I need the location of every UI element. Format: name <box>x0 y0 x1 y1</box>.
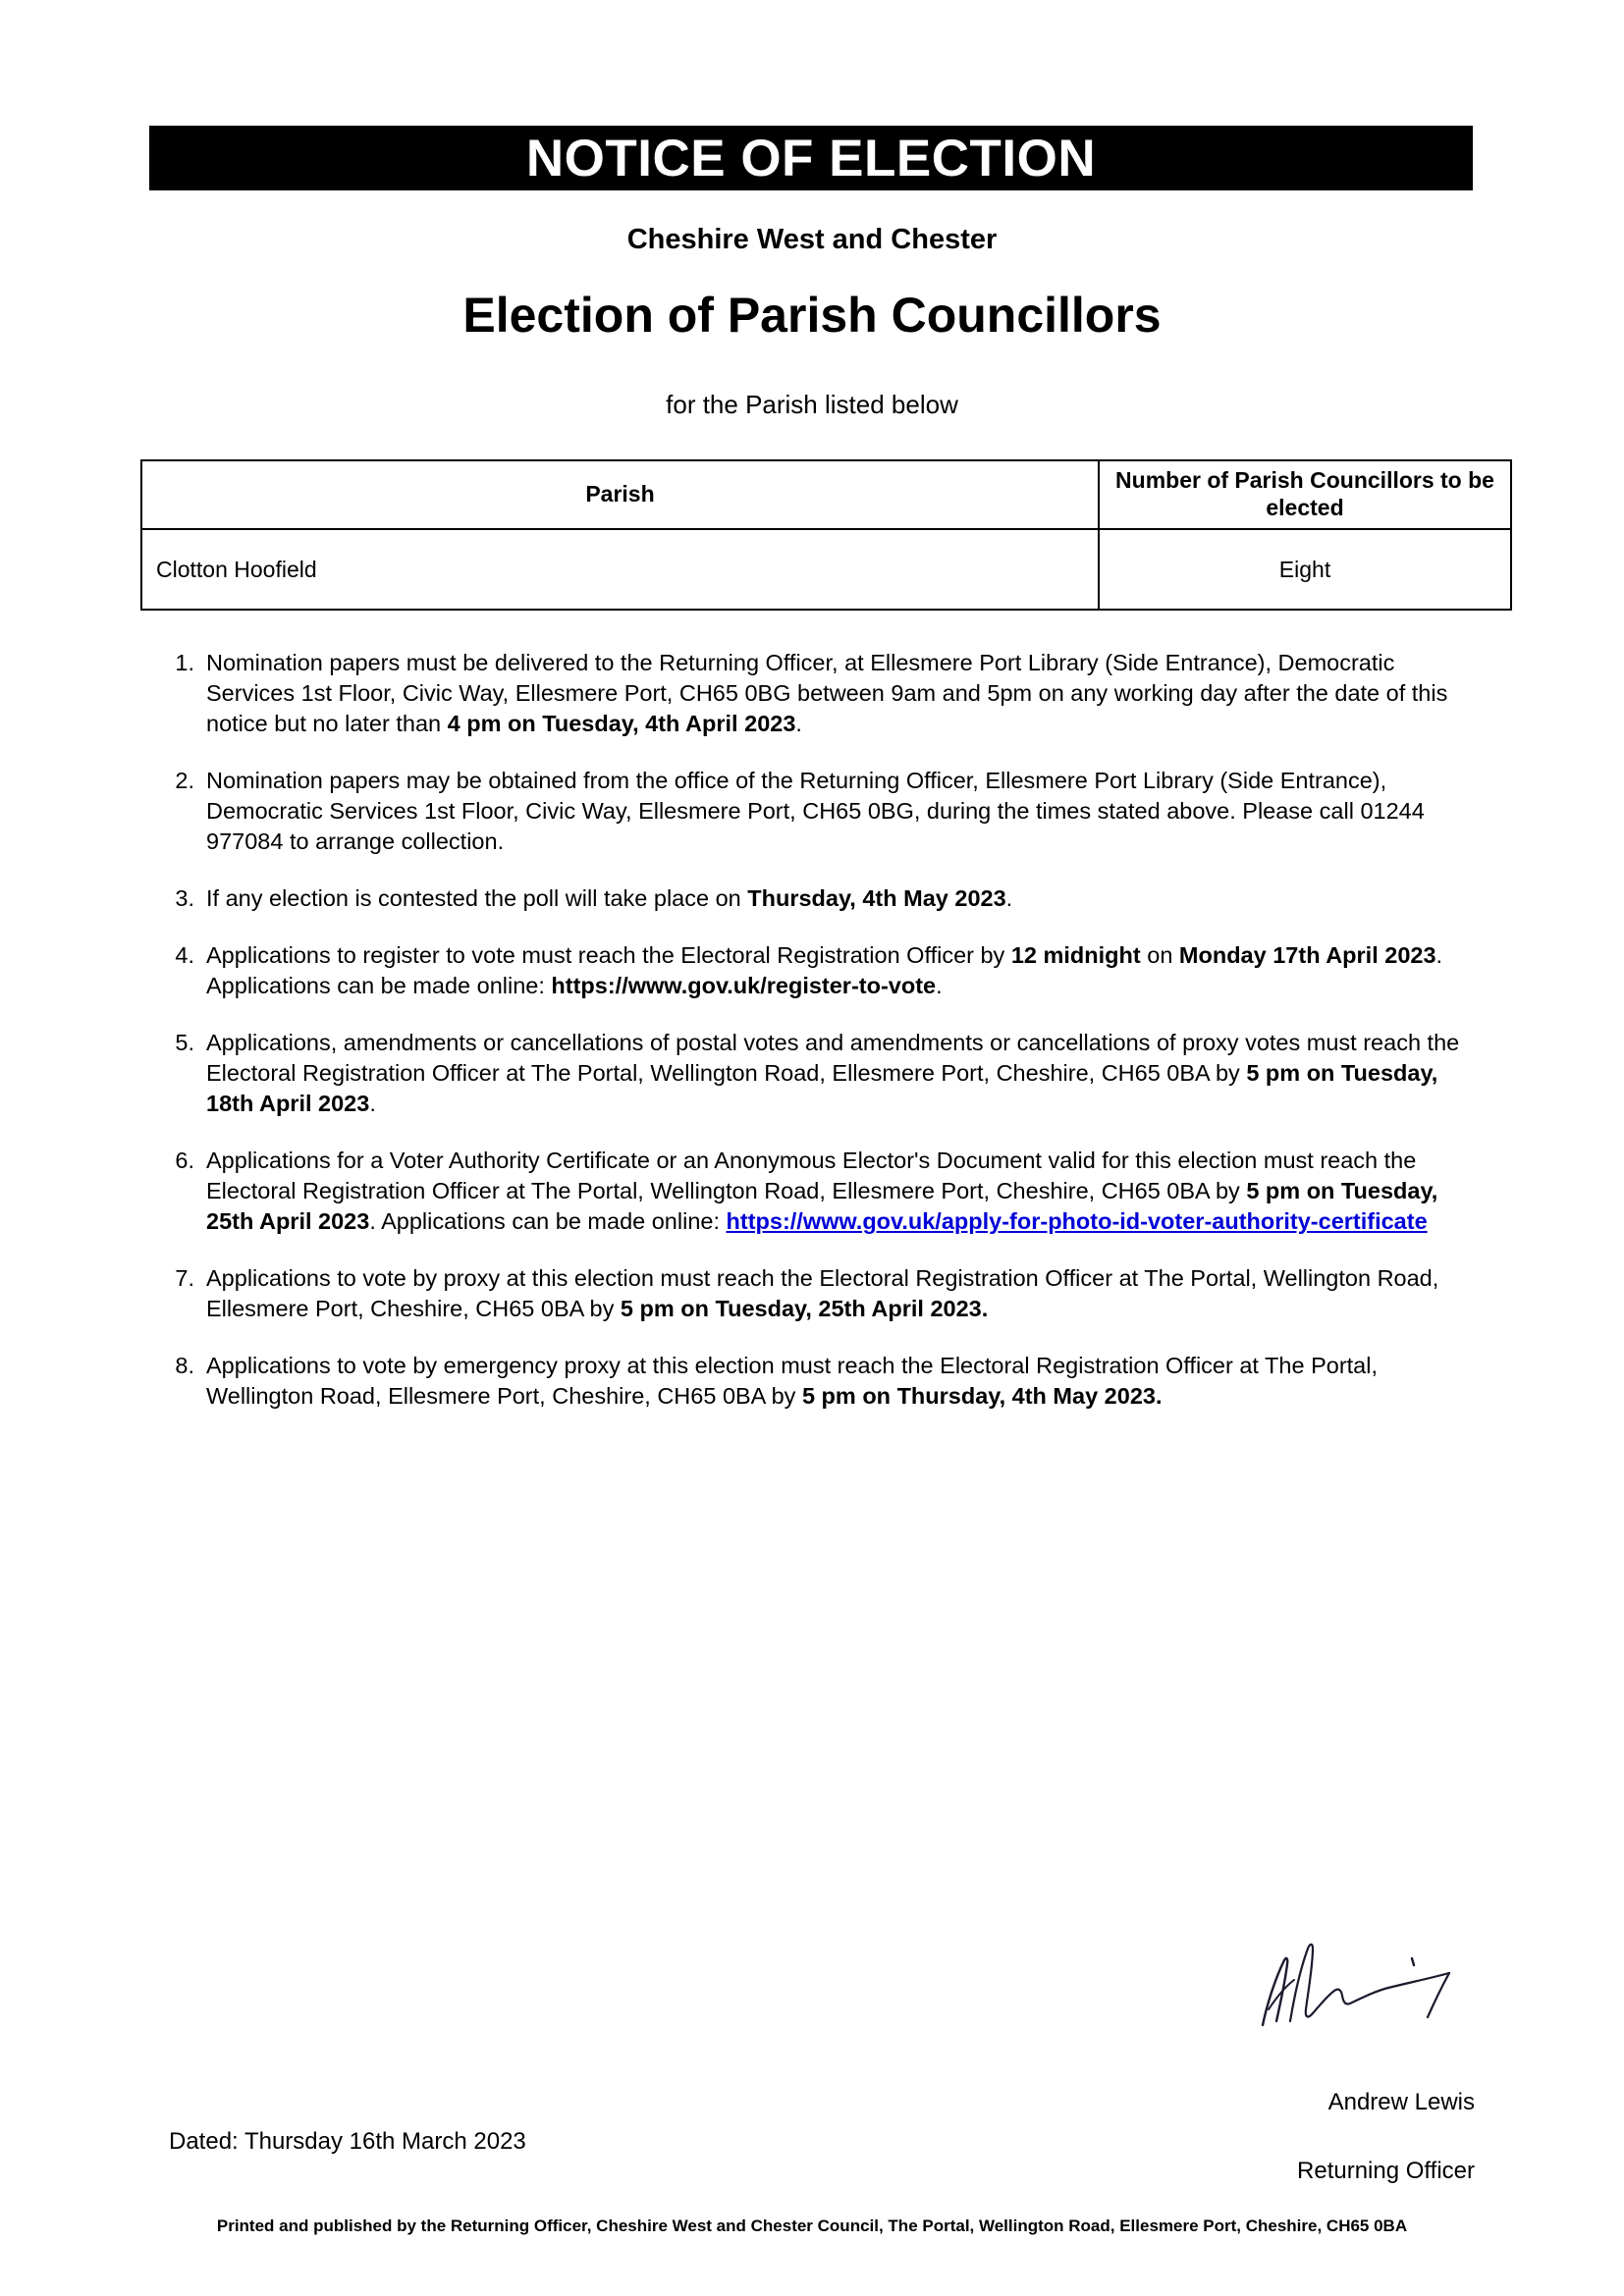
note-number: 5. <box>175 1030 194 1056</box>
cell-councillor-count: Eight <box>1099 529 1511 610</box>
note-text: Applications for a Voter Authority Certificate or an Anonymous Elector's Document valid for this election must reach the Electoral Registration Officer at The Portal, Wellington Road, Ellesmere Port, Cheshire, CH65 0BA by 5 pm on Tuesday, 25th April 2023. Applications can be made online: https://www.gov.uk/apply-for-photo-id-voter-authority-certificate <box>206 1148 1438 1235</box>
notes-list <box>149 648 1475 1438</box>
dated-line: Dated: Thursday 16th March 2023 <box>169 2128 526 2155</box>
note-number: 6. <box>175 1148 194 1174</box>
note-text: Applications to vote by emergency proxy at this election must reach the Electoral Registration Officer at The Portal, Wellington Road, Ellesmere Port, Cheshire, CH65 0BA by 5 pm on Thursday, 4th May 2023. <box>206 1353 1378 1410</box>
signature-image <box>1239 1919 1485 2037</box>
column-header-parish: Parish <box>141 460 1099 529</box>
note-item <box>149 940 1475 1001</box>
note-item <box>149 1028 1475 1119</box>
returning-officer-role: Returning Officer <box>1297 2158 1475 2184</box>
note-number: 1. <box>175 650 194 675</box>
note-text: If any election is contested the poll will take place on Thursday, 4th May 2023. <box>206 885 1013 912</box>
note-number: 7. <box>175 1265 194 1292</box>
note-text: Applications to vote by proxy at this election must reach the Electoral Registration Officer at The Portal, Wellington Road, Ellesmere Port, Cheshire, CH65 0BA by 5 pm on Tuesday, 25th April 2023. <box>206 1265 1439 1322</box>
column-header-councillor-count: Number of Parish Councillors to be elected <box>1099 460 1511 529</box>
council-name: Cheshire West and Chester <box>626 224 998 255</box>
note-number: 3. <box>175 885 194 912</box>
page-title: Election of Parish Councillors <box>462 288 1162 343</box>
note-number: 8. <box>175 1353 194 1379</box>
note-text: Applications, amendments or cancellations of postal votes and amendments or cancellations of proxy votes must reach the Electoral Registration Officer at The Portal, Wellington Road, Ellesmere Port, Cheshire, CH65 0BA by 5 pm on Tuesday, 18th April 2023. <box>206 1030 1460 1117</box>
page-subtitle: for the Parish listed below <box>666 390 958 419</box>
signature-svg <box>1239 1919 1485 2037</box>
parish-table <box>140 459 1512 611</box>
note-number: 2. <box>175 768 194 794</box>
cell-parish-name: Clotton Hoofield <box>141 529 1099 610</box>
table-header-row <box>141 460 1511 529</box>
note-item <box>149 883 1475 914</box>
notice-banner <box>149 126 1473 190</box>
note-item <box>149 1263 1475 1324</box>
note-item <box>149 648 1475 739</box>
note-text: Nomination papers may be obtained from the office of the Returning Officer, Ellesmere Port Library (Side Entrance), Democratic Services 1st Floor, Civic Way, Ellesmere Port, CH65 0BG, during the times stated above. Please call 01244 977084 to arrange collection. <box>206 768 1425 855</box>
notice-banner-title: NOTICE OF ELECTION <box>525 129 1097 187</box>
note-text: Nomination papers must be delivered to the Returning Officer, at Ellesmere Port Library (Side Entrance), Democratic Services 1st Floor, Civic Way, Ellesmere Port, CH65 0BG between 9am and 5pm on any working day after the date of this notice but no later than 4 pm on Tuesday, 4th April 2023. <box>206 650 1448 737</box>
footer-publisher-line: Printed and published by the Returning Officer, Cheshire West and Chester Council, The Portal, Wellington Road, Ellesmere Port, Cheshire, CH65 0BA <box>216 2216 1408 2235</box>
returning-officer-name: Andrew Lewis <box>1327 2089 1475 2115</box>
note-item <box>149 766 1475 857</box>
note-text: Applications to register to vote must reach the Electoral Registration Officer by 12 midnight on Monday 17th April 2023. Applications can be made online: https://www.gov.uk/register-to-vote. <box>206 942 1443 999</box>
note-item <box>149 1146 1475 1237</box>
table-row <box>141 529 1511 610</box>
note-number: 4. <box>175 942 194 969</box>
note-item <box>149 1351 1475 1412</box>
